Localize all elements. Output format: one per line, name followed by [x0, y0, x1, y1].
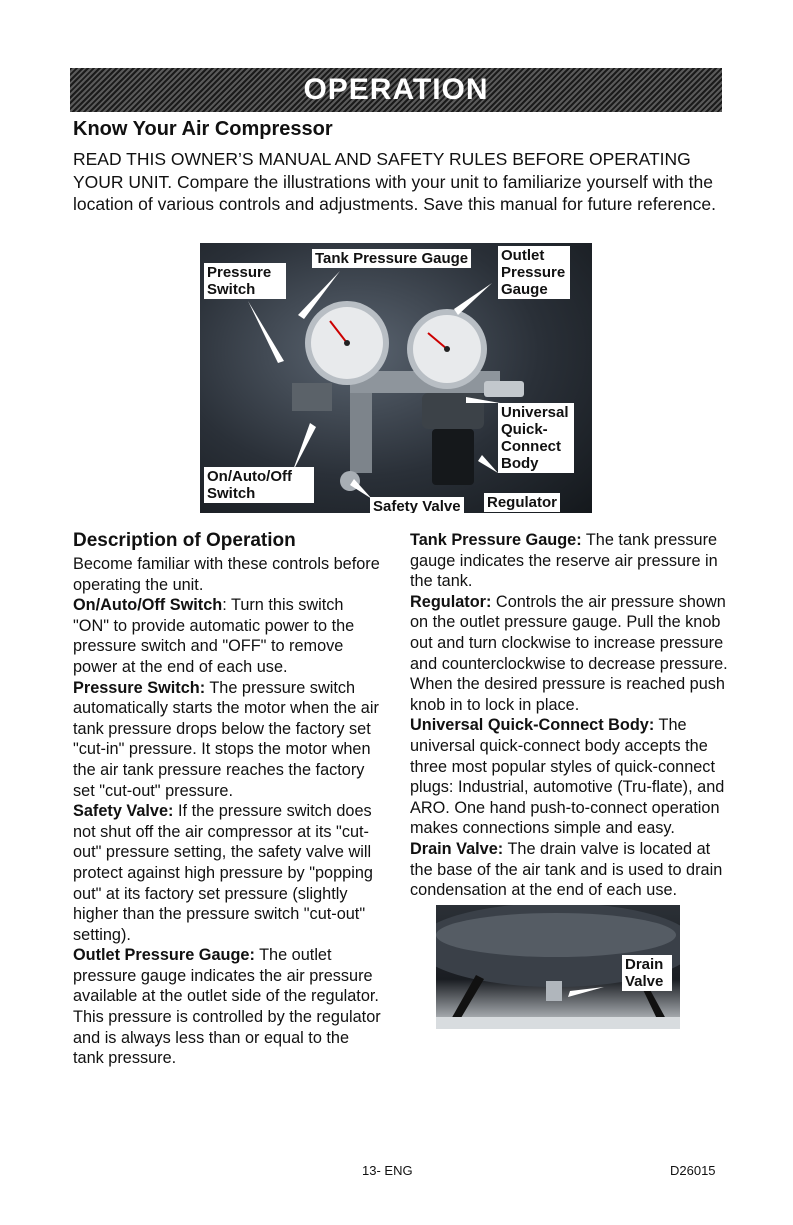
quick-connect-body	[484, 381, 524, 397]
controls-photo	[200, 243, 592, 513]
arrow-on-off-switch	[292, 423, 316, 473]
description-right-column	[410, 530, 730, 901]
section-banner	[70, 68, 722, 112]
item-safety-valve: Safety Valve: If the pressure switch does not shut off the air compressor at its "cut-out" pressure setting, the safety valve will protect against high pressure by "popping out" at its factory set pressure (slightly higher than the pressure switch "cut-out" setting).	[73, 802, 373, 944]
label-pressure-switch: Pressure Switch	[204, 263, 286, 299]
drain-valve	[546, 981, 562, 1001]
label-outlet-pressure-gauge: Outlet Pressure Gauge	[498, 246, 570, 299]
item-outlet-pressure-gauge: Outlet Pressure Gauge: The outlet pressure gauge indicates the air pressure available at the outlet side of the regulator. This pressure is controlled by the regulator and is always less than or equal to the tank pressure.	[73, 946, 381, 1068]
page-number: 13- ENG	[362, 1163, 413, 1178]
banner-title: OPERATION	[303, 73, 489, 106]
arrow-pressure-switch	[248, 301, 284, 363]
drain-valve-photo	[436, 905, 680, 1029]
regulator-body	[422, 393, 484, 429]
left-foot	[450, 975, 484, 1023]
description-heading: Description of Operation	[73, 530, 296, 551]
item-universal-quick-connect-body: Universal Quick-Connect Body: The universal quick-connect body accepts the three most popular styles of quick-connect plugs: Industrial, automotive (Tru-flate), and ARO. One hand push-to-connect operation makes connections simple and easy.	[410, 716, 725, 838]
label-on-auto-off-switch: On/Auto/Off Switch	[204, 467, 314, 503]
pressure-switch-box	[292, 383, 332, 411]
document-code: D26015	[670, 1163, 716, 1178]
intro-paragraph: READ THIS OWNER’S MANUAL AND SAFETY RULES BEFORE OPERATING YOUR UNIT. Compare the illustrations with your unit to familiarize yourself with the location of various controls and adjustments. Save this manual for future reference.	[73, 149, 716, 214]
item-on-auto-off-switch: On/Auto/Off Switch: Turn this switch "ON" to provide automatic power to the pressure switch and "OFF" to remove power at the end of each use.	[73, 596, 355, 676]
vertical-pipe	[350, 393, 372, 473]
item-tank-pressure-gauge: Tank Pressure Gauge: The tank pressure gauge indicates the reserve air pressure in the tank.	[410, 531, 718, 591]
description-intro: Become familiar with these controls before operating the unit.	[73, 555, 380, 594]
arrow-regulator	[478, 455, 498, 473]
label-safety-valve: Safety Valve	[370, 497, 464, 513]
description-left-column	[73, 530, 383, 1069]
label-regulator: Regulator	[484, 493, 560, 512]
item-pressure-switch: Pressure Switch: The pressure switch automatically starts the motor when the air tank pressure drops below the factory set "cut-in" pressure. It stops the motor when the air tank pressure reaches the factory set "cut-out" pressure.	[73, 678, 379, 800]
label-universal-quick-connect-body: Universal Quick-Connect Body	[498, 403, 574, 473]
arrow-drain-valve	[568, 987, 604, 997]
item-drain-valve: Drain Valve: The drain valve is located at the base of the air tank and is used to drain condensation at the end of each use.	[410, 839, 723, 900]
item-regulator: Regulator: Controls the air pressure shown on the outlet pressure gauge. Pull the knob out and turn clockwise to increase pressure and counterclockwise to decrease pressure. When the desired pressure is reached push knob in to lock in place.	[410, 592, 728, 714]
regulator-knob	[432, 429, 474, 485]
label-drain-valve: Drain Valve	[622, 955, 672, 991]
label-tank-pressure-gauge: Tank Pressure Gauge	[312, 249, 471, 268]
section-heading: Know Your Air Compressor	[73, 118, 333, 140]
arrow-outlet-gauge	[454, 283, 492, 315]
